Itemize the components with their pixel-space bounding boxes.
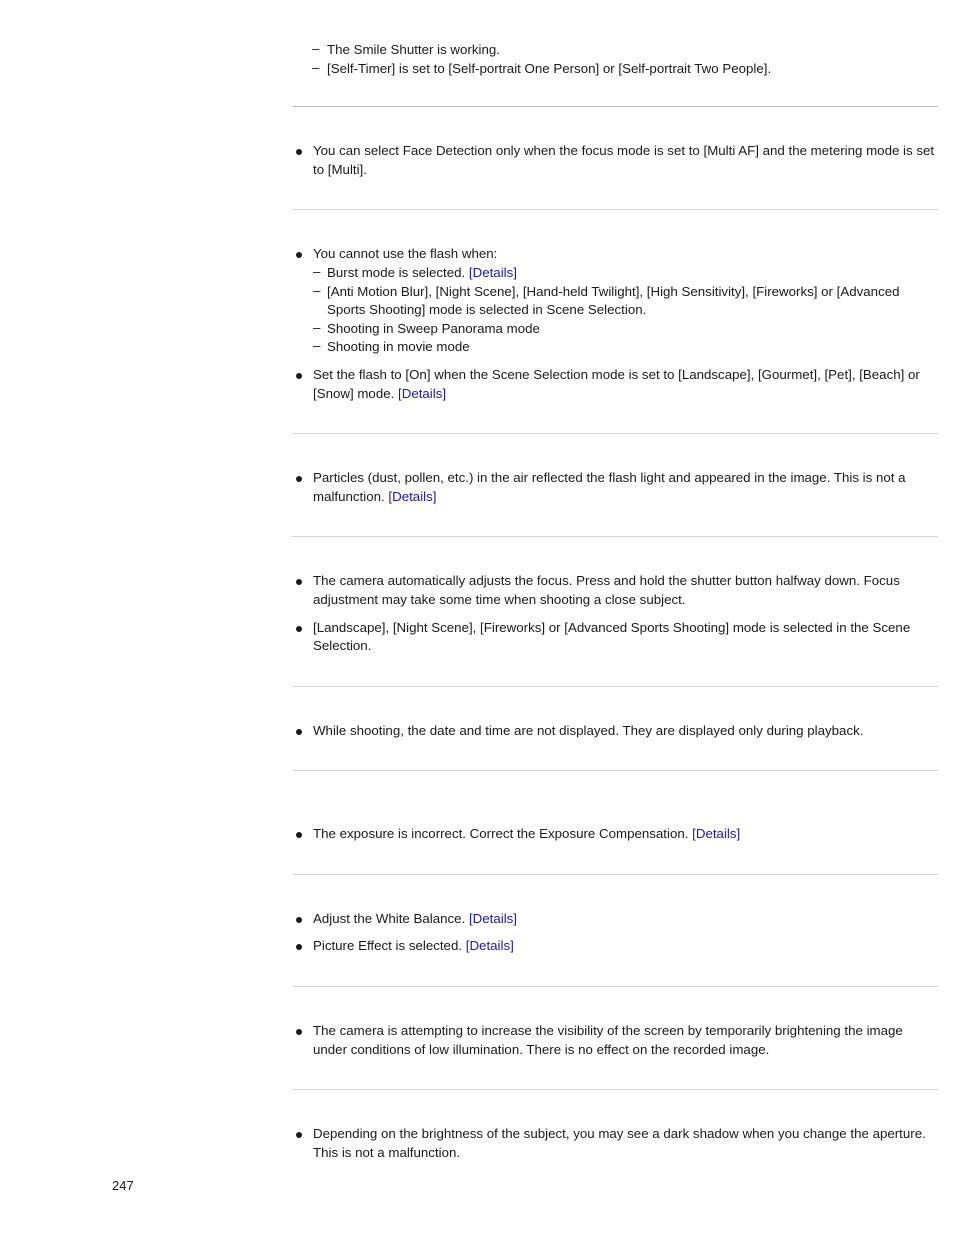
list-item: – The Smile Shutter is working.: [292, 41, 938, 60]
section-screen: [292, 987, 938, 1089]
bullet-item: Picture Effect is selected. [Details]: [292, 937, 938, 956]
bullet-item: You cannot use the flash when: – Burst mode is selected. [Details] – [Anti Motion Blur], [Night Scene], [Hand-held Twilight], [High Sensitivity], [Fireworks] or [Advanced Sports Shooting] mode is selected in Scene Selection. – Shooting in Sweep Panorama mode – Shooting in movie mode: [292, 245, 938, 357]
bullet-item: Particles (dust, pollen, etc.) in the air reflected the flash light and appeared in the image. This is not a malfunction. [Details]: [292, 469, 938, 506]
details-link[interactable]: [Details]: [398, 385, 447, 401]
section-particles: [292, 434, 938, 536]
section-color: [292, 875, 938, 986]
bullet-item: Depending on the brightness of the subject, you may see a dark shadow when you change the aperture. This is not a malfunction.: [292, 1125, 938, 1162]
bullet-item: While shooting, the date and time are not displayed. They are displayed only during playback.: [292, 722, 938, 741]
intro-list: [292, 41, 938, 78]
section-datetime: [292, 687, 938, 771]
sub-list-item: – Shooting in Sweep Panorama mode: [313, 320, 938, 339]
sub-list-item: – [Anti Motion Blur], [Night Scene], [Hand-held Twilight], [High Sensitivity], [Fireworks] or [Advanced Sports Shooting] mode is selected in Scene Selection.: [313, 283, 938, 320]
section-flash: [292, 210, 938, 433]
details-link[interactable]: [Details]: [468, 264, 517, 280]
details-link[interactable]: [Details]: [468, 910, 518, 926]
bullet-item: [Landscape], [Night Scene], [Fireworks] or [Advanced Sports Shooting] mode is selected in the Scene Selection.: [292, 619, 938, 656]
bullet-item: Adjust the White Balance. [Details]: [292, 910, 938, 929]
bullet-item: Set the flash to [On] when the Scene Selection mode is set to [Landscape], [Gourmet], [Pet], [Beach] or [Snow] mode. [Details]: [292, 366, 938, 403]
section-face-detection: [292, 107, 938, 209]
details-link[interactable]: [Details]: [692, 826, 741, 842]
bullet-item: The camera automatically adjusts the focus. Press and hold the shutter button halfway down. Focus adjustment may take some time when shooting a close subject.: [292, 572, 938, 609]
details-link[interactable]: [Details]: [465, 938, 514, 954]
page-content: [292, 41, 938, 1192]
page-number: 247: [112, 1178, 134, 1193]
section-exposure: [292, 771, 938, 874]
sub-list-item: – Shooting in movie mode: [313, 338, 938, 357]
section-closeup: [292, 537, 938, 685]
list-item: – [Self-Timer] is set to [Self-portrait One Person] or [Self-portrait Two People].: [292, 60, 938, 79]
bullet-item: The exposure is incorrect. Correct the Exposure Compensation. [Details]: [292, 825, 938, 844]
section-aperture: [292, 1090, 938, 1192]
bullet-item: You can select Face Detection only when the focus mode is set to [Multi AF] and the metering mode is set to [Multi].: [292, 142, 938, 179]
bullet-item: The camera is attempting to increase the visibility of the screen by temporarily brightening the image under conditions of low illumination. There is no effect on the recorded image.: [292, 1022, 938, 1059]
details-link[interactable]: [Details]: [388, 488, 437, 504]
sub-list-item: – Burst mode is selected. [Details]: [313, 264, 938, 283]
sub-list: [313, 264, 938, 357]
